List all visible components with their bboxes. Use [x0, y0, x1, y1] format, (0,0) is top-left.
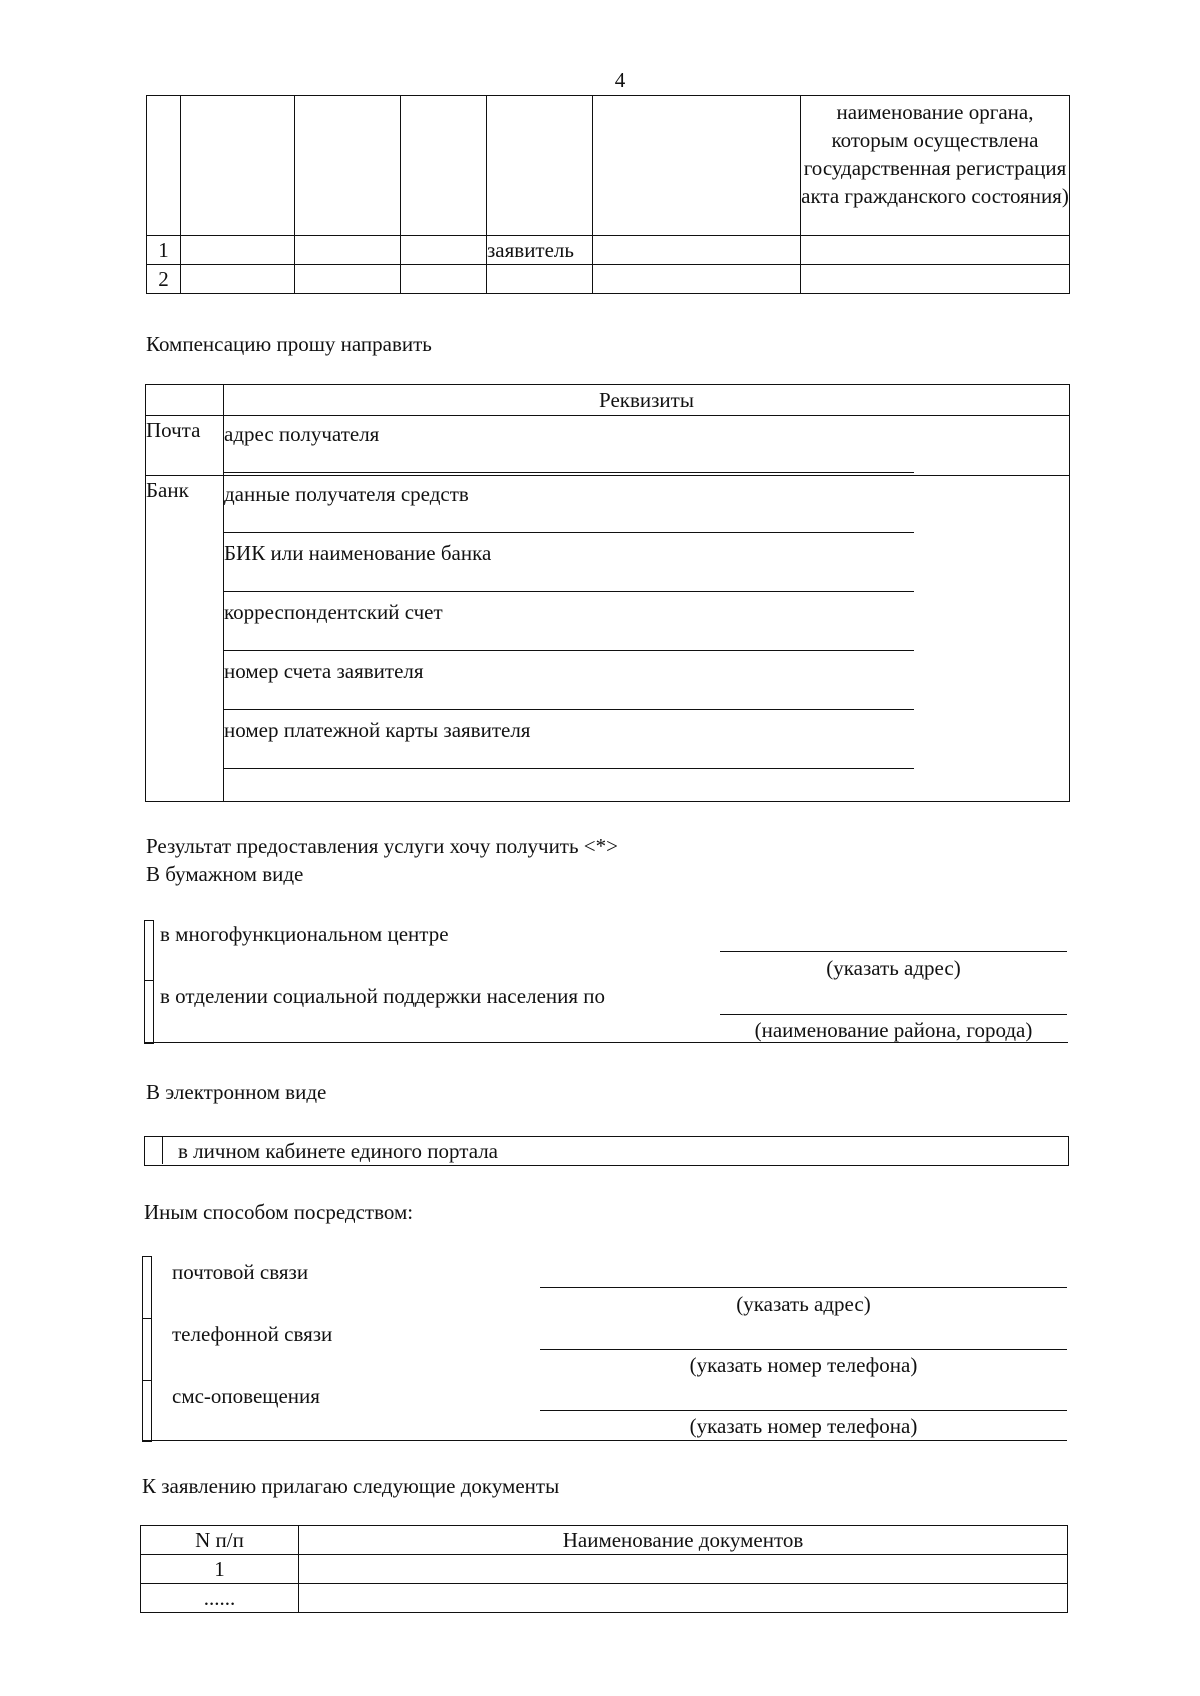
account-number-field[interactable]	[224, 653, 1069, 712]
electronic-heading: В электронном виде	[146, 1080, 327, 1104]
phone-option-label: телефонной связи	[172, 1322, 333, 1346]
portal-checkbox[interactable]	[144, 1136, 163, 1164]
mfc-address-line[interactable]	[720, 951, 1067, 952]
phone-line[interactable]	[540, 1349, 1067, 1350]
row-role	[487, 265, 593, 294]
recipient-data-field[interactable]	[224, 476, 1069, 535]
requisites-header: Реквизиты	[224, 385, 1070, 416]
sms-phone-line[interactable]	[540, 1410, 1067, 1411]
applicants-table	[146, 95, 1070, 294]
recipient-address-field[interactable]	[224, 416, 1069, 475]
corr-account-field[interactable]	[224, 594, 1069, 653]
row-number: 1	[147, 236, 181, 265]
mail-address-line[interactable]	[540, 1287, 1067, 1288]
row-number: 2	[147, 265, 181, 294]
result-heading: Результат предоставления услуги хочу получить <*>	[146, 834, 618, 858]
bank-label: Банк	[146, 476, 224, 802]
bik-field[interactable]	[224, 535, 1069, 594]
table-row	[141, 1584, 1068, 1613]
mail-address-hint: (указать адрес)	[736, 1292, 871, 1316]
page-number: 4	[614, 68, 626, 92]
phone-hint: (указать номер телефона)	[689, 1353, 918, 1377]
mail-checkbox[interactable]	[142, 1256, 150, 1318]
mail-option-label: почтовой связи	[172, 1260, 309, 1284]
other-heading: Иным способом посредством:	[144, 1200, 414, 1224]
mfc-address-hint: (указать адрес)	[826, 956, 961, 980]
col-name-header: Наименование документов	[299, 1526, 1068, 1555]
social-office-checkbox[interactable]	[144, 980, 152, 1042]
table-row	[147, 265, 1070, 294]
doc-num: 1	[141, 1555, 299, 1584]
col-num-header: N п/п	[141, 1526, 299, 1555]
field-label: номер счета заявителя	[224, 659, 424, 683]
sms-option-label: смс-оповещения	[172, 1384, 320, 1408]
row-role: заявитель	[487, 236, 593, 265]
doc-name[interactable]	[299, 1584, 1068, 1613]
field-label: корреспондентский счет	[224, 600, 443, 624]
field-label: адрес получателя	[224, 422, 380, 446]
district-hint: (наименование района, города)	[754, 1018, 1033, 1042]
field-label: БИК или наименование банка	[224, 541, 492, 565]
field-label: данные получателя средств	[224, 482, 469, 506]
documents-table	[140, 1525, 1068, 1613]
mfc-checkbox[interactable]	[144, 920, 152, 980]
table-row	[147, 236, 1070, 265]
organ-caption: наименование органа, которым осуществлена государственная регистрация акта гражданского состояния)	[801, 96, 1070, 236]
other-options-baseline	[142, 1440, 1067, 1441]
sms-phone-hint: (указать номер телефона)	[689, 1414, 918, 1438]
field-label: номер платежной карты заявителя	[224, 718, 531, 742]
card-number-field[interactable]	[224, 712, 1069, 771]
compensation-heading: Компенсацию прошу направить	[146, 332, 432, 356]
documents-heading: К заявлению прилагаю следующие документы	[142, 1474, 560, 1498]
portal-option-label: в личном кабинете единого портала	[178, 1139, 499, 1163]
table-row	[141, 1555, 1068, 1584]
mail-label: Почта	[146, 416, 224, 476]
mfc-option-label: в многофункциональном центре	[160, 922, 449, 946]
doc-num: ......	[141, 1584, 299, 1613]
sms-checkbox[interactable]	[142, 1380, 150, 1440]
doc-name[interactable]	[299, 1555, 1068, 1584]
social-office-option-label: в отделении социальной поддержки населения по	[160, 984, 606, 1008]
district-line[interactable]	[720, 1014, 1067, 1015]
phone-checkbox[interactable]	[142, 1318, 150, 1380]
requisites-table	[145, 384, 1070, 802]
paper-heading: В бумажном виде	[146, 862, 304, 886]
